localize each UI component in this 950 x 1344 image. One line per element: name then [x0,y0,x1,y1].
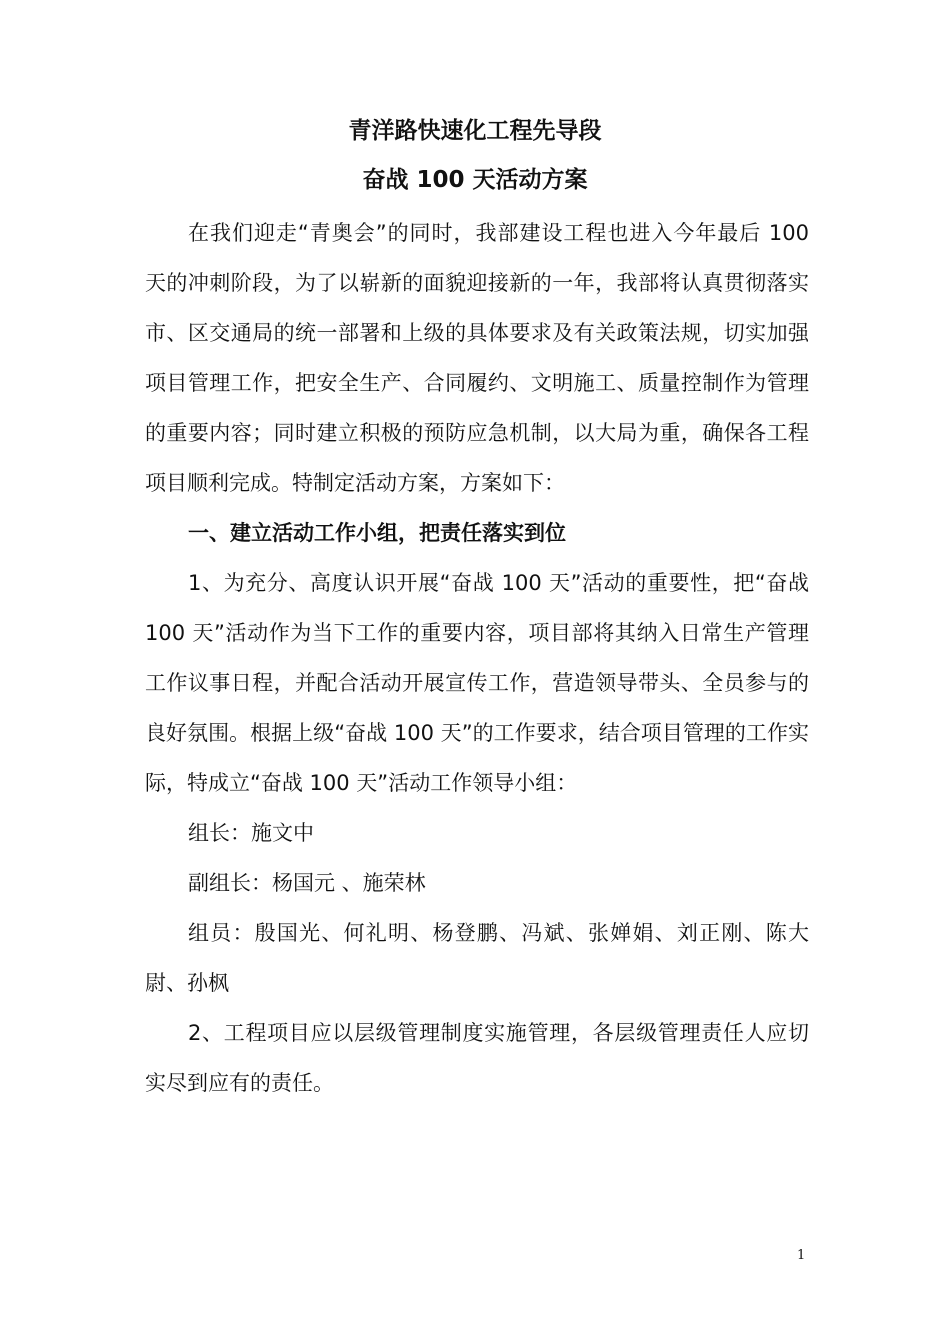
document-subtitle: 奋战 100 天活动方案 [362,167,588,193]
document-body [145,208,809,1108]
group-leader-line: 组长：施文中 [188,821,314,845]
item-paragraph-1: 1、为充分、高度认识开展“奋战 100 天”活动的重要性，把“奋战 100 天”活动作为当下工作的重要内容，项目部将其纳入日常生产管理工作议事日程，并配合活动开展宣传工作，营造领导带头、全员参与的良好氛围。根据上级“奋战 100 天”的工作要求，结合项目管理的工作实际，特成立“奋战 100 天”活动工作领导小组： [145,571,809,795]
page-number: 1 [797,1248,806,1263]
item-paragraph-2: 2、工程项目应以层级管理制度实施管理，各层级管理责任人应切实尽到应有的责任。 [145,1021,809,1095]
document-title: 青洋路快速化工程先导段 [348,118,602,144]
section-heading-1: 一、建立活动工作小组，把责任落实到位 [188,521,566,545]
deputy-leader-line: 副组长：杨国元 、施荣林 [188,871,426,895]
group-members-line: 组员：殷国光、何礼明、杨登鹏、冯斌、张婵娟、刘正刚、陈大尉、孙枫 [145,921,809,995]
intro-paragraph: 在我们迎走“青奥会”的同时，我部建设工程也进入今年最后 100 天的冲刺阶段，为了以崭新的面貌迎接新的一年，我部将认真贯彻落实市、区交通局的统一部署和上级的具体要求及有关政策法规，切实加强项目管理工作，把安全生产、合同履约、文明施工、质量控制作为管理的重要内容；同时建立积极的预防应急机制，以大局为重，确保各工程项目顺利完成。特制定活动方案，方案如下： [145,221,809,495]
